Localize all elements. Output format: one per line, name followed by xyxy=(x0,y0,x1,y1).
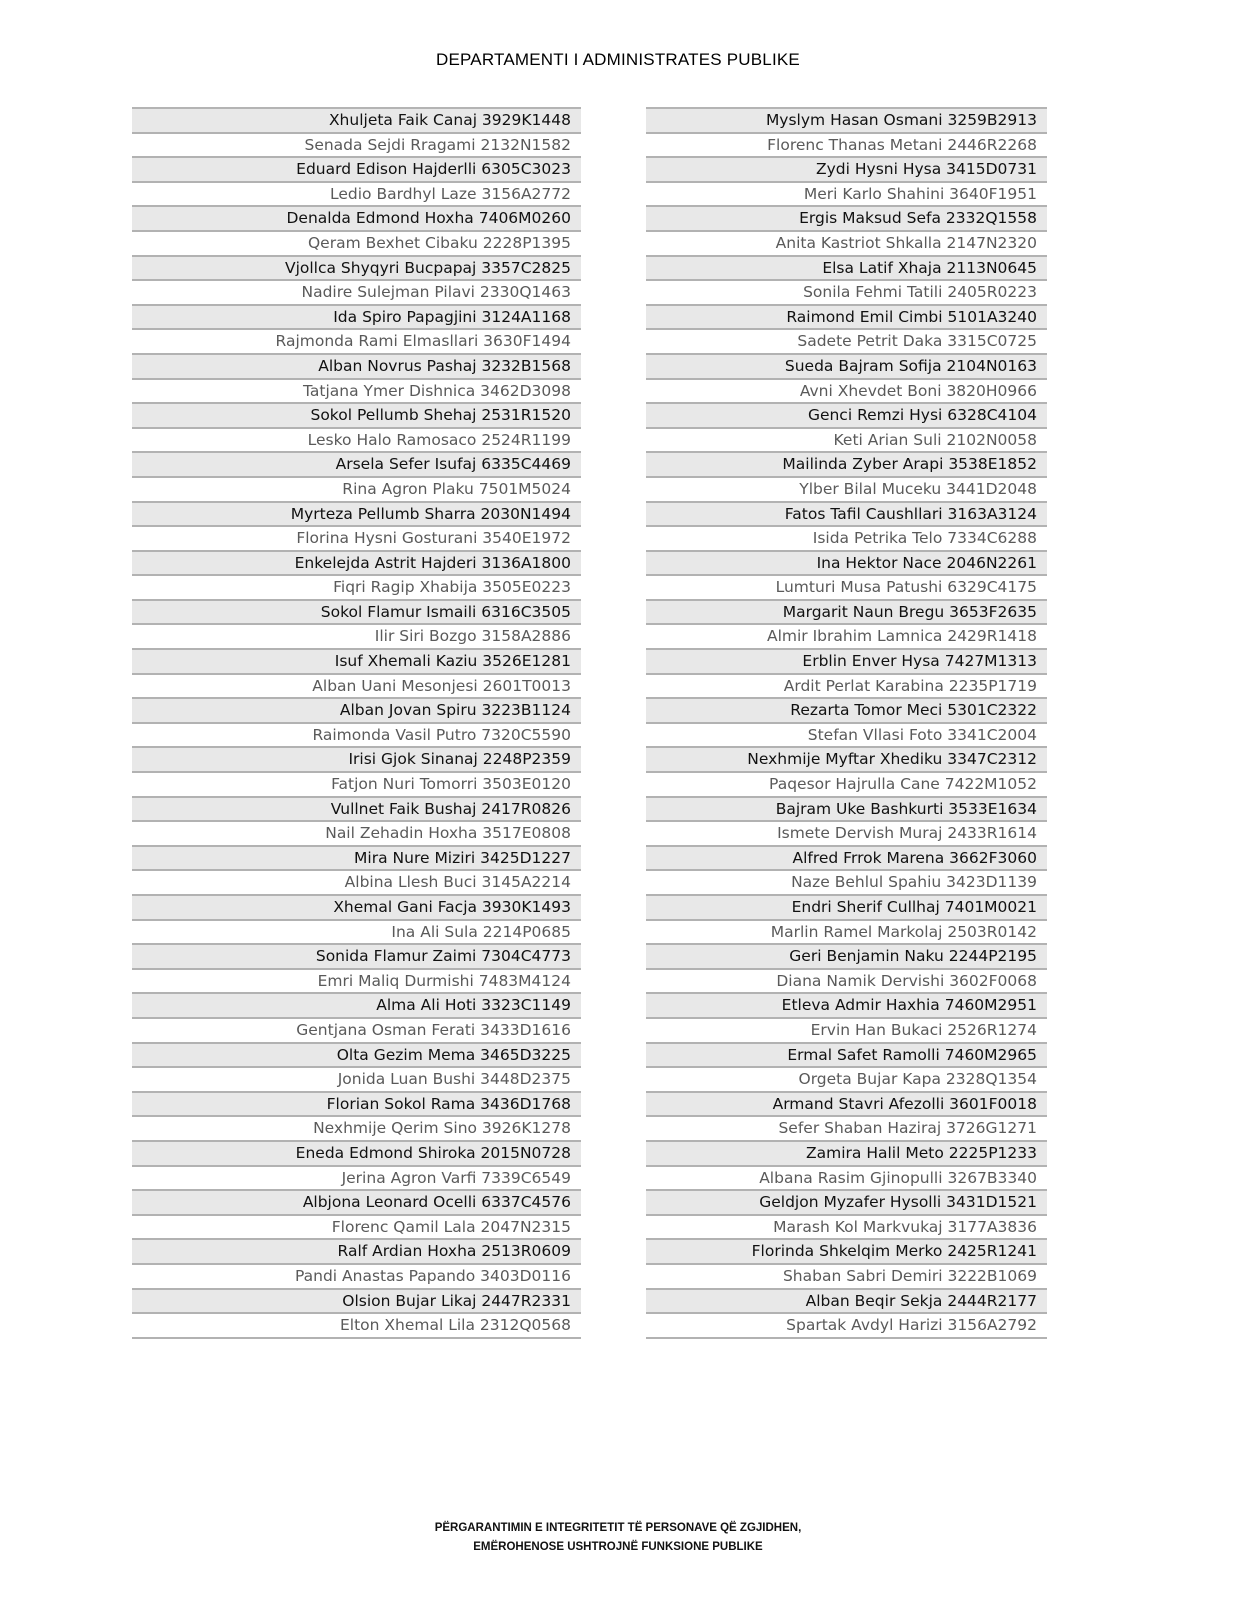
list-item: Alfred Frrok Marena 3662F3060 xyxy=(646,847,1047,872)
list-item: Sokol Pellumb Shehaj 2531R1520 xyxy=(132,404,581,429)
list-item: Nexhmije Qerim Sino 3926K1278 xyxy=(132,1117,581,1142)
list-item: Ervin Han Bukaci 2526R1274 xyxy=(646,1019,1047,1044)
list-item: Alma Ali Hoti 3323C1149 xyxy=(132,994,581,1019)
list-item: Zamira Halil Meto 2225P1233 xyxy=(646,1142,1047,1167)
list-item: Orgeta Bujar Kapa 2328Q1354 xyxy=(646,1068,1047,1093)
list-item: Irisi Gjok Sinanaj 2248P2359 xyxy=(132,748,581,773)
list-item: Paqesor Hajrulla Cane 7422M1052 xyxy=(646,773,1047,798)
list-item: Xhemal Gani Facja 3930K1493 xyxy=(132,896,581,921)
list-item: Sonida Flamur Zaimi 7304C4773 xyxy=(132,945,581,970)
list-item: Rina Agron Plaku 7501M5024 xyxy=(132,478,581,503)
list-item: Rajmonda Rami Elmasllari 3630F1494 xyxy=(132,330,581,355)
list-item: Ralf Ardian Hoxha 2513R0609 xyxy=(132,1240,581,1265)
list-item: Isuf Xhemali Kaziu 3526E1281 xyxy=(132,650,581,675)
list-item: Albjona Leonard Ocelli 6337C4576 xyxy=(132,1191,581,1216)
list-item: Ylber Bilal Muceku 3441D2048 xyxy=(646,478,1047,503)
list-item: Ina Hektor Nace 2046N2261 xyxy=(646,552,1047,577)
list-item: Ida Spiro Papagjini 3124A1168 xyxy=(132,306,581,331)
list-item: Alban Novrus Pashaj 3232B1568 xyxy=(132,355,581,380)
list-item: Isida Petrika Telo 7334C6288 xyxy=(646,527,1047,552)
list-item: Fatjon Nuri Tomorri 3503E0120 xyxy=(132,773,581,798)
list-item: Raimonda Vasil Putro 7320C5590 xyxy=(132,724,581,749)
list-item: Meri Karlo Shahini 3640F1951 xyxy=(646,183,1047,208)
list-item: Avni Xhevdet Boni 3820H0966 xyxy=(646,380,1047,405)
footer-line-1: PËRGARANTIMIN E INTEGRITETIT TË PERSONAVE QË ZGJIDHEN, xyxy=(434,1522,802,1534)
list-item: Fiqri Ragip Xhabija 3505E0223 xyxy=(132,576,581,601)
list-item: Ardit Perlat Karabina 2235P1719 xyxy=(646,675,1047,700)
list-item: Florian Sokol Rama 3436D1768 xyxy=(132,1093,581,1118)
list-item: Geldjon Myzafer Hysolli 3431D1521 xyxy=(646,1191,1047,1216)
page-title: DEPARTAMENTI I ADMINISTRATES PUBLIKE xyxy=(436,50,800,69)
list-item: Senada Sejdi Rragami 2132N1582 xyxy=(132,134,581,159)
list-item: Florenc Thanas Metani 2446R2268 xyxy=(646,134,1047,159)
list-item: Sonila Fehmi Tatili 2405R0223 xyxy=(646,281,1047,306)
list-item: Sueda Bajram Sofija 2104N0163 xyxy=(646,355,1047,380)
list-item: Myrteza Pellumb Sharra 2030N1494 xyxy=(132,503,581,528)
list-item: Anita Kastriot Shkalla 2147N2320 xyxy=(646,232,1047,257)
list-item: Geri Benjamin Naku 2244P2195 xyxy=(646,945,1047,970)
list-item: Jerina Agron Varfi 7339C6549 xyxy=(132,1167,581,1192)
list-item: Pandi Anastas Papando 3403D0116 xyxy=(132,1265,581,1290)
list-item: Alban Uani Mesonjesi 2601T0013 xyxy=(132,675,581,700)
list-item: Albina Llesh Buci 3145A2214 xyxy=(132,871,581,896)
list-item: Ergis Maksud Sefa 2332Q1558 xyxy=(646,207,1047,232)
list-item: Albana Rasim Gjinopulli 3267B3340 xyxy=(646,1167,1047,1192)
list-item: Genci Remzi Hysi 6328C4104 xyxy=(646,404,1047,429)
list-item: Stefan Vllasi Foto 3341C2004 xyxy=(646,724,1047,749)
list-item: Lumturi Musa Patushi 6329C4175 xyxy=(646,576,1047,601)
list-item: Myslym Hasan Osmani 3259B2913 xyxy=(646,109,1047,134)
list-item: Jonida Luan Bushi 3448D2375 xyxy=(132,1068,581,1093)
list-item: Nexhmije Myftar Xhediku 3347C2312 xyxy=(646,748,1047,773)
list-item: Enkelejda Astrit Hajderi 3136A1800 xyxy=(132,552,581,577)
list-item: Marash Kol Markvukaj 3177A3836 xyxy=(646,1216,1047,1241)
list-item: Ermal Safet Ramolli 7460M2965 xyxy=(646,1044,1047,1069)
list-item: Fatos Tafil Caushllari 3163A3124 xyxy=(646,503,1047,528)
list-item: Nadire Sulejman Pilavi 2330Q1463 xyxy=(132,281,581,306)
list-item: Nail Zehadin Hoxha 3517E0808 xyxy=(132,822,581,847)
list-item: Ismete Dervish Muraj 2433R1614 xyxy=(646,822,1047,847)
list-item: Denalda Edmond Hoxha 7406M0260 xyxy=(132,207,581,232)
list-item: Lesko Halo Ramosaco 2524R1199 xyxy=(132,429,581,454)
list-item: Sefer Shaban Haziraj 3726G1271 xyxy=(646,1117,1047,1142)
list-item: Alban Jovan Spiru 3223B1124 xyxy=(132,699,581,724)
list-item: Almir Ibrahim Lamnica 2429R1418 xyxy=(646,625,1047,650)
footer xyxy=(0,1519,1236,1557)
list-item: Elsa Latif Xhaja 2113N0645 xyxy=(646,257,1047,282)
list-item: Rezarta Tomor Meci 5301C2322 xyxy=(646,699,1047,724)
list-item: Vullnet Faik Bushaj 2417R0826 xyxy=(132,798,581,823)
list-item: Qeram Bexhet Cibaku 2228P1395 xyxy=(132,232,581,257)
left-name-list xyxy=(132,107,581,1339)
list-item: Tatjana Ymer Dishnica 3462D3098 xyxy=(132,380,581,405)
list-item: Olta Gezim Mema 3465D3225 xyxy=(132,1044,581,1069)
list-item: Margarit Naun Bregu 3653F2635 xyxy=(646,601,1047,626)
footer-line-2: EMËROHENOSE USHTROJNË FUNKSIONE PUBLIKE xyxy=(473,1541,763,1553)
list-item: Eduard Edison Hajderlli 6305C3023 xyxy=(132,158,581,183)
list-item: Keti Arian Suli 2102N0058 xyxy=(646,429,1047,454)
list-item: Olsion Bujar Likaj 2447R2331 xyxy=(132,1290,581,1315)
list-item: Sokol Flamur Ismaili 6316C3505 xyxy=(132,601,581,626)
list-item: Mira Nure Miziri 3425D1227 xyxy=(132,847,581,872)
list-item: Diana Namik Dervishi 3602F0068 xyxy=(646,970,1047,995)
list-item: Ilir Siri Bozgo 3158A2886 xyxy=(132,625,581,650)
list-item: Vjollca Shyqyri Bucpapaj 3357C2825 xyxy=(132,257,581,282)
list-item: Florenc Qamil Lala 2047N2315 xyxy=(132,1216,581,1241)
list-item: Florinda Shkelqim Merko 2425R1241 xyxy=(646,1240,1047,1265)
list-item: Xhuljeta Faik Canaj 3929K1448 xyxy=(132,109,581,134)
list-item: Bajram Uke Bashkurti 3533E1634 xyxy=(646,798,1047,823)
list-item: Elton Xhemal Lila 2312Q0568 xyxy=(132,1314,581,1339)
right-name-list xyxy=(646,107,1047,1339)
list-item: Endri Sherif Cullhaj 7401M0021 xyxy=(646,896,1047,921)
list-item: Mailinda Zyber Arapi 3538E1852 xyxy=(646,453,1047,478)
list-item: Etleva Admir Haxhia 7460M2951 xyxy=(646,994,1047,1019)
list-item: Spartak Avdyl Harizi 3156A2792 xyxy=(646,1314,1047,1339)
list-item: Armand Stavri Afezolli 3601F0018 xyxy=(646,1093,1047,1118)
list-item: Raimond Emil Cimbi 5101A3240 xyxy=(646,306,1047,331)
list-item: Sadete Petrit Daka 3315C0725 xyxy=(646,330,1047,355)
list-item: Ina Ali Sula 2214P0685 xyxy=(132,921,581,946)
list-item: Naze Behlul Spahiu 3423D1139 xyxy=(646,871,1047,896)
list-item: Alban Beqir Sekja 2444R2177 xyxy=(646,1290,1047,1315)
list-item: Marlin Ramel Markolaj 2503R0142 xyxy=(646,921,1047,946)
list-item: Zydi Hysni Hysa 3415D0731 xyxy=(646,158,1047,183)
list-item: Eneda Edmond Shiroka 2015N0728 xyxy=(132,1142,581,1167)
list-item: Shaban Sabri Demiri 3222B1069 xyxy=(646,1265,1047,1290)
list-item: Emri Maliq Durmishi 7483M4124 xyxy=(132,970,581,995)
list-item: Arsela Sefer Isufaj 6335C4469 xyxy=(132,453,581,478)
list-item: Ledio Bardhyl Laze 3156A2772 xyxy=(132,183,581,208)
list-item: Erblin Enver Hysa 7427M1313 xyxy=(646,650,1047,675)
list-item: Florina Hysni Gosturani 3540E1972 xyxy=(132,527,581,552)
list-item: Gentjana Osman Ferati 3433D1616 xyxy=(132,1019,581,1044)
